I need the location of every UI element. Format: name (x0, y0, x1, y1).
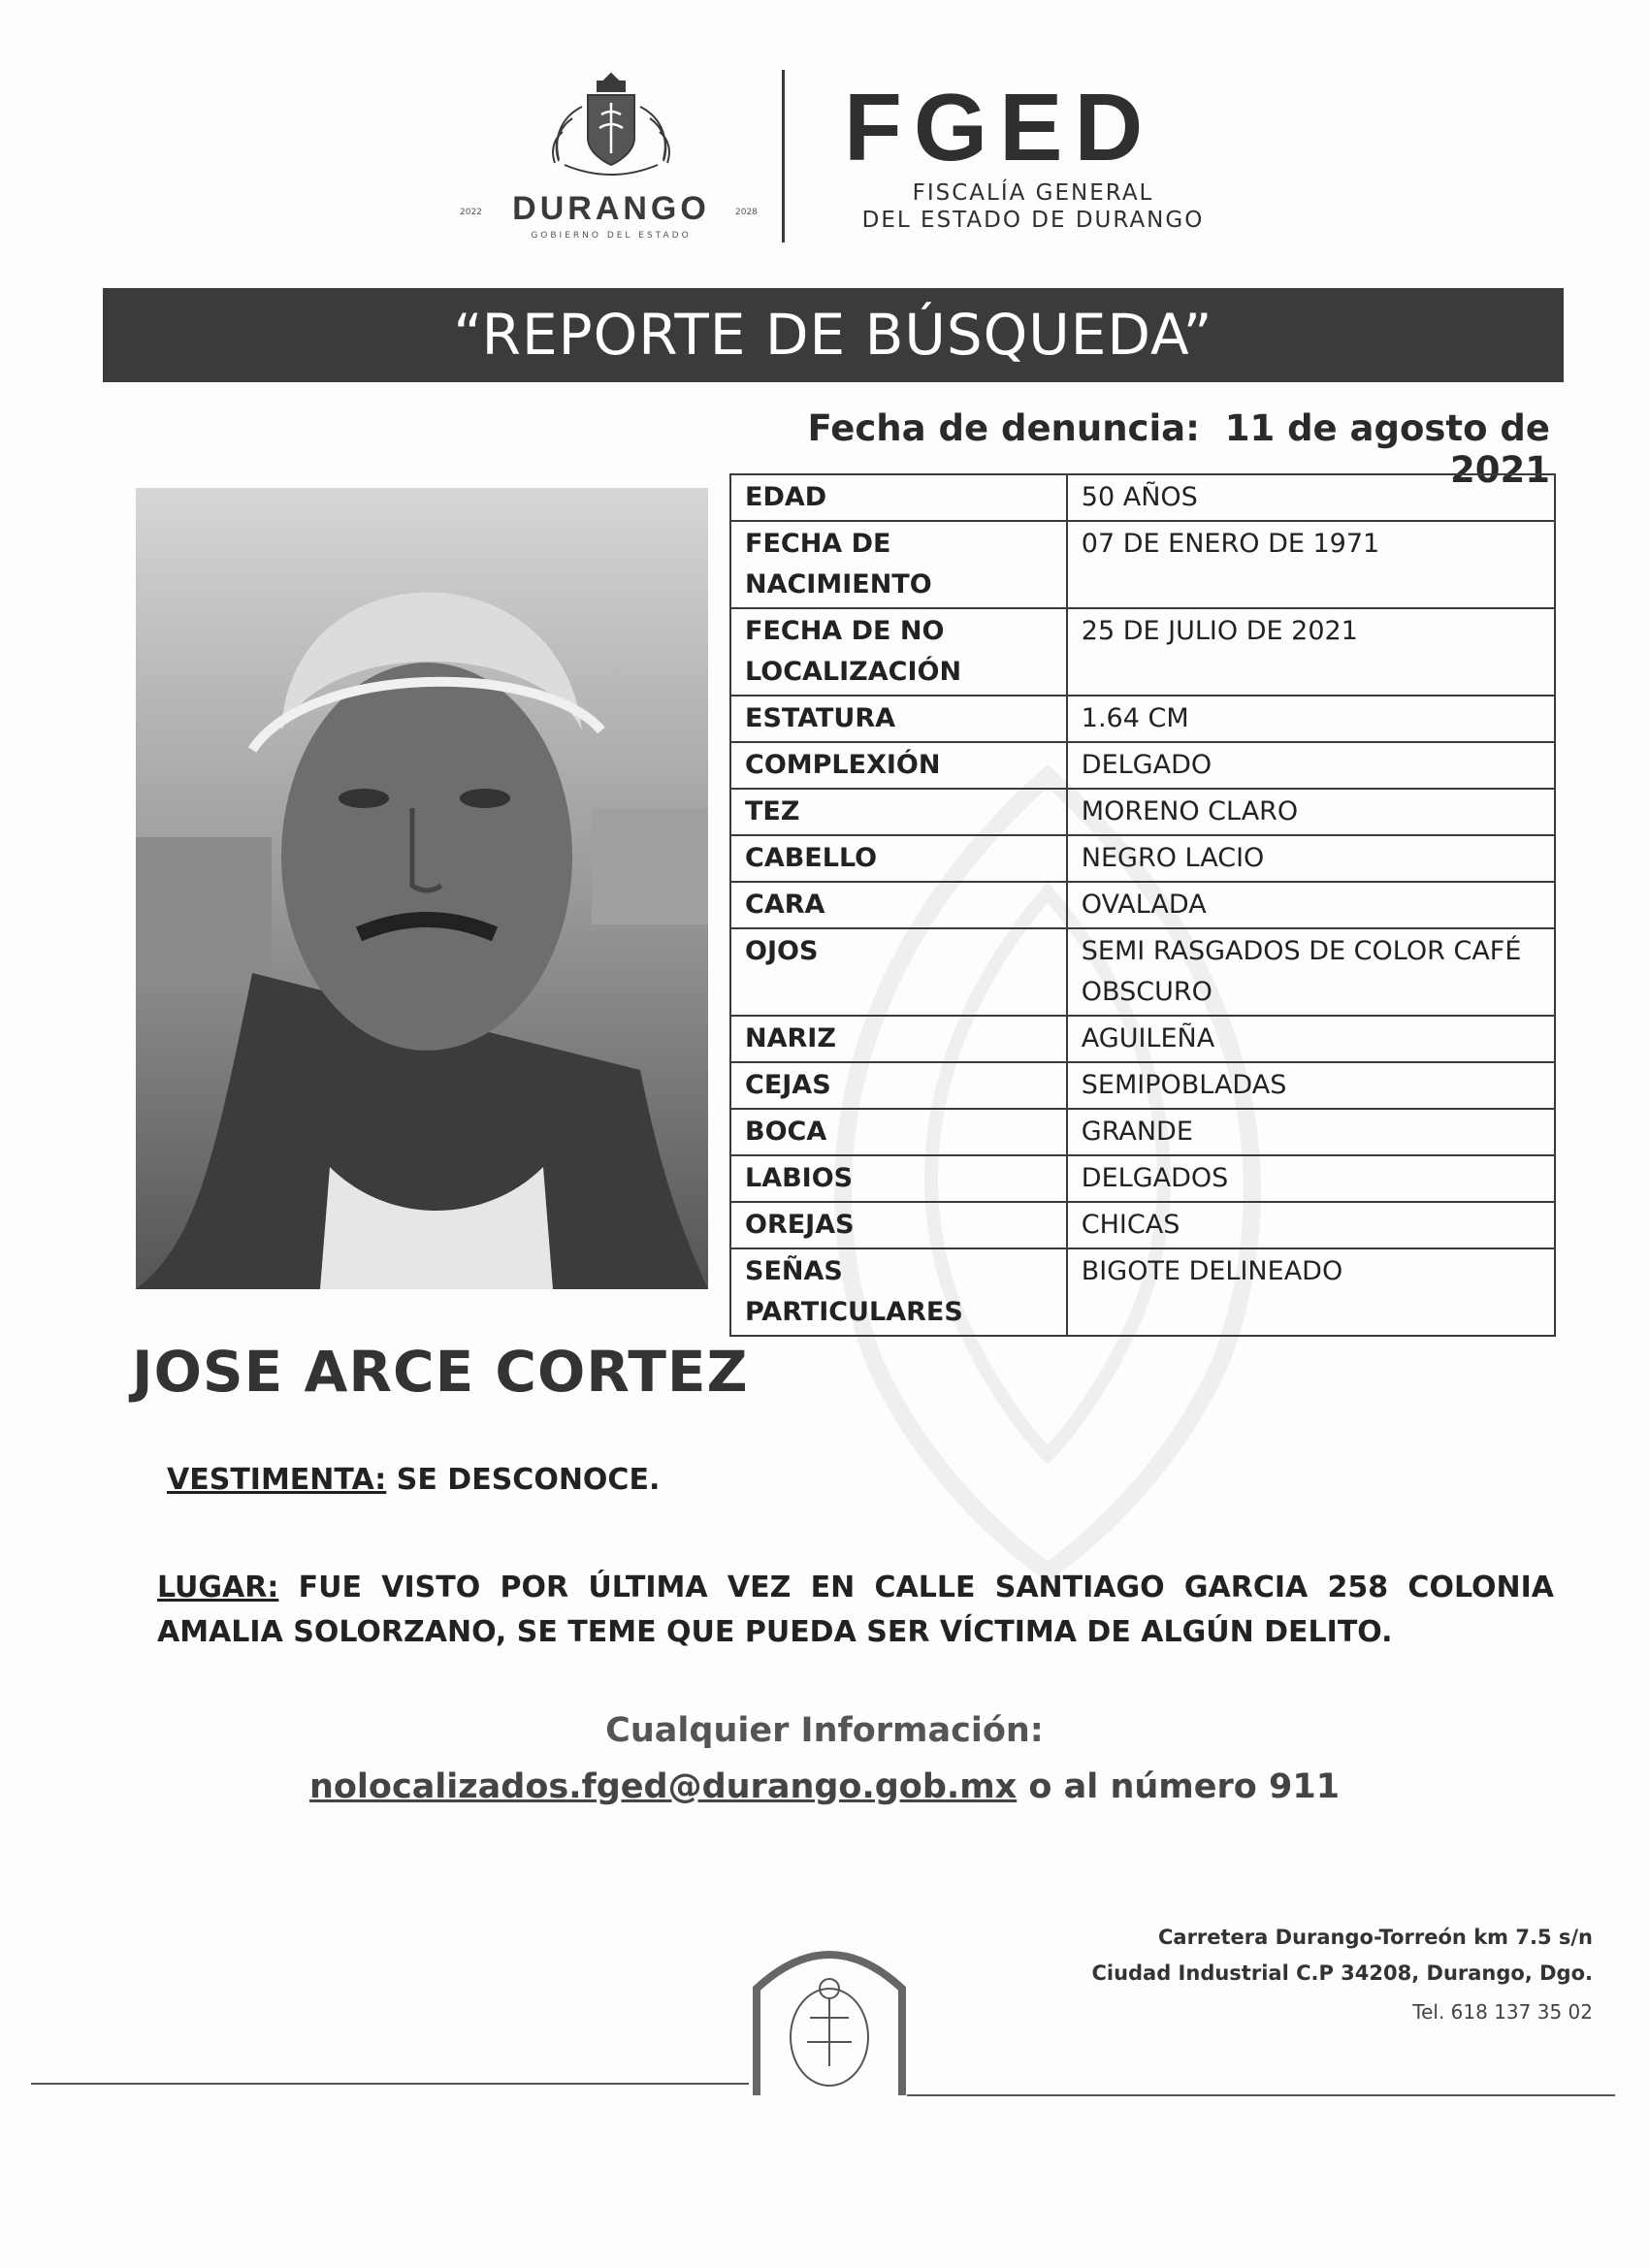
table-row (730, 1109, 1555, 1155)
row-label: TEZ (730, 789, 1067, 835)
row-value: BIGOTE DELINEADO (1067, 1248, 1555, 1336)
row-label: NARIZ (730, 1016, 1067, 1062)
row-label: ESTATURA (730, 696, 1067, 742)
lugar-paragraph (157, 1566, 1554, 1655)
physical-description-table (729, 473, 1556, 1337)
row-value: NEGRO LACIO (1067, 835, 1555, 882)
table-row (730, 521, 1555, 608)
row-label: OREJAS (730, 1202, 1067, 1248)
row-label: FECHA DE NACIMIENTO (730, 521, 1067, 608)
table-row (730, 789, 1555, 835)
row-value: 1.64 CM (1067, 696, 1555, 742)
row-value: OVALADA (1067, 882, 1555, 928)
fecha-value: 11 de agosto de 2021 (1224, 407, 1550, 491)
row-label: OJOS (730, 928, 1067, 1016)
row-value: 07 DE ENERO DE 1971 (1067, 521, 1555, 608)
row-value: AGUILEÑA (1067, 1016, 1555, 1062)
row-value: SEMIPOBLADAS (1067, 1062, 1555, 1109)
lugar-value: FUE VISTO POR ÚLTIMA VEZ EN CALLE SANTIAGO GARCIA 258 COLONIA AMALIA SOLORZANO, SE TEME QUE PUEDA SER VÍCTIMA DE ALGÚN DELITO. (157, 1571, 1554, 1649)
fged-wordmark: FGED (844, 74, 1155, 180)
footer-rule-right (907, 2094, 1615, 2096)
table-row (730, 1062, 1555, 1109)
row-label: BOCA (730, 1109, 1067, 1155)
fecha-label: Fecha de denuncia: (807, 407, 1200, 449)
lugar-label: LUGAR: (157, 1571, 279, 1604)
durango-year-left: 2022 (460, 208, 482, 217)
vestimenta-value: SE DESCONOCE. (386, 1463, 661, 1497)
row-value: MORENO CLARO (1067, 789, 1555, 835)
row-label: CEJAS (730, 1062, 1067, 1109)
table-row (730, 608, 1555, 696)
table-row (730, 1155, 1555, 1202)
durango-subtitle: GOBIERNO DEL ESTADO (531, 231, 692, 241)
row-label: CARA (730, 882, 1067, 928)
table-row (730, 928, 1555, 1016)
missing-person-photo (136, 488, 708, 1289)
row-label: LABIOS (730, 1155, 1067, 1202)
row-value: GRANDE (1067, 1109, 1555, 1155)
row-label: FECHA DE NO LOCALIZACIÓN (730, 608, 1067, 696)
row-label: EDAD (730, 474, 1067, 521)
footer-address-line1: Carretera Durango-Torreón km 7.5 s/n (1157, 1926, 1593, 1949)
row-label: SEÑAS PARTICULARES (730, 1248, 1067, 1336)
contact-title: Cualquier Información: (605, 1711, 1044, 1750)
header-divider (782, 70, 785, 243)
table-row (730, 835, 1555, 882)
table-row (730, 696, 1555, 742)
table-row (730, 1016, 1555, 1062)
vestimenta-label: VESTIMENTA: (167, 1463, 387, 1497)
durango-wordmark: DURANGO (512, 190, 710, 227)
fged-subtitle-line2: DEL ESTADO DE DURANGO (861, 208, 1205, 233)
table-row (730, 1248, 1555, 1336)
row-value: 50 AÑOS (1067, 474, 1555, 521)
report-banner: “REPORTE DE BÚSQUEDA” (103, 288, 1564, 382)
footer-address-line2: Ciudad Industrial C.P 34208, Durango, Dgo. (1091, 1961, 1593, 1985)
row-value: DELGADOS (1067, 1155, 1555, 1202)
footer-rule-left (31, 2083, 749, 2085)
table-row (730, 882, 1555, 928)
vestimenta-line (167, 1463, 660, 1497)
contact-phone-text: o al número 911 (1017, 1767, 1341, 1806)
table-row (730, 742, 1555, 789)
row-label: CABELLO (730, 835, 1067, 882)
person-name: JOSE ARCE CORTEZ (132, 1339, 749, 1405)
contact-line (0, 1767, 1649, 1806)
table-row (730, 474, 1555, 521)
footer-phone: Tel. 618 137 35 02 (1412, 2000, 1593, 2024)
row-label: COMPLEXIÓN (730, 742, 1067, 789)
row-value: DELGADO (1067, 742, 1555, 789)
fged-subtitle-line1: FISCALÍA GENERAL (912, 180, 1154, 206)
contact-email-link[interactable]: nolocalizados.fged@durango.gob.mx (308, 1767, 1018, 1806)
row-value: CHICAS (1067, 1202, 1555, 1248)
row-value: SEMI RASGADOS DE COLOR CAFÉ OBSCURO (1067, 928, 1555, 1016)
row-value: 25 DE JULIO DE 2021 (1067, 608, 1555, 696)
table-row (730, 1202, 1555, 1248)
durango-year-right: 2028 (735, 208, 758, 217)
